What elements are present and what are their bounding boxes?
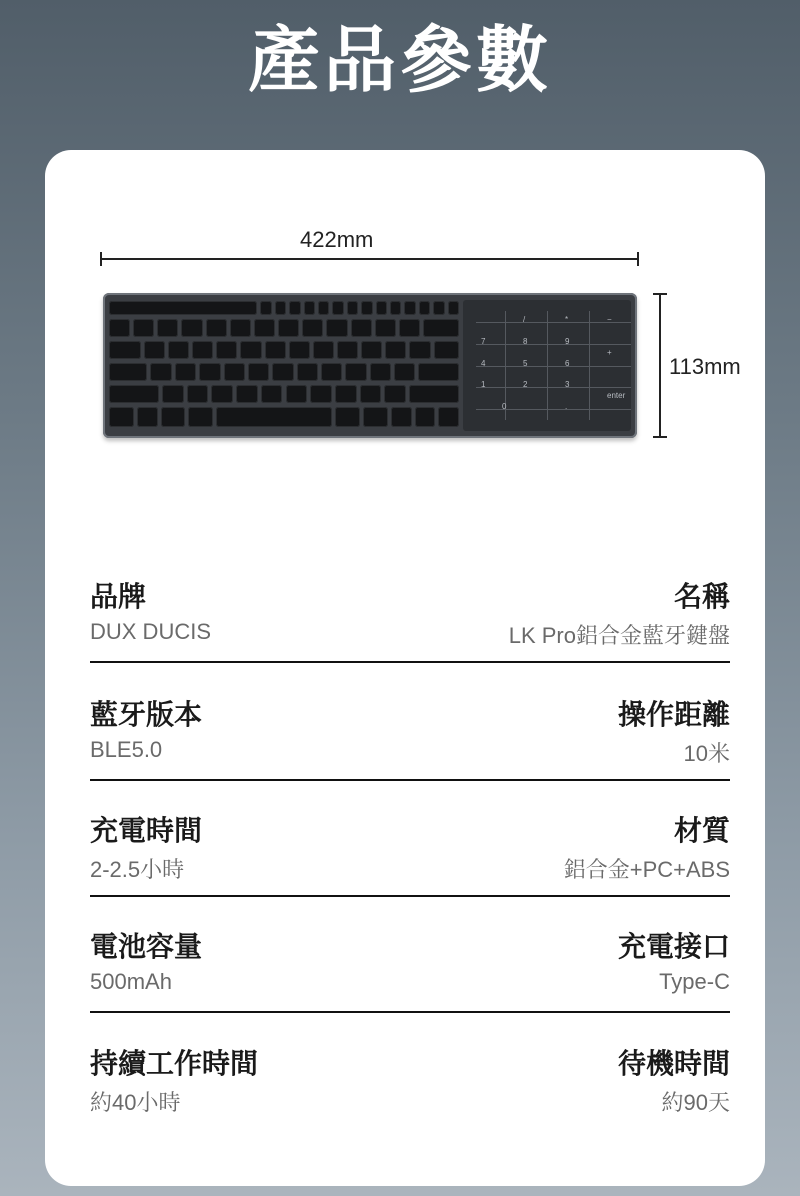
keyboard-key: [313, 341, 334, 359]
keyboard-key: [187, 385, 209, 403]
spec-value: DUX DUCIS: [90, 619, 212, 644]
keyboard-key: [261, 385, 283, 403]
numpad-key-label: 8: [523, 336, 528, 346]
keyboard-key: [188, 407, 213, 427]
numpad-key-label: 4: [481, 358, 486, 368]
keyboard-key: [351, 319, 372, 337]
keyboard-key: [248, 363, 269, 381]
keyboard-key: [109, 341, 141, 359]
keyboard-key: [289, 341, 310, 359]
keyboard-key: [399, 319, 420, 337]
keyboard-key: [240, 341, 261, 359]
keyboard-key: [423, 319, 459, 337]
spec-label: 藍牙版本: [90, 698, 203, 731]
keyboard-key: [361, 341, 382, 359]
keyboard-key: [206, 319, 227, 337]
keyboard-key: [318, 301, 329, 315]
numpad-key-label: +: [607, 347, 612, 357]
divider: [90, 895, 730, 897]
numpad-key-label: .: [565, 402, 568, 412]
keyboard-key: [335, 385, 357, 403]
keyboard-key: [360, 385, 382, 403]
numpad-key-label: /: [523, 314, 526, 324]
numpad-key-label: 1: [481, 380, 486, 390]
keyboard-key: [272, 363, 293, 381]
spec-value: 約40小時: [90, 1090, 181, 1115]
numpad-key-label: 3: [565, 380, 570, 390]
keyboard-key: [304, 301, 315, 315]
keyboard-key: [137, 407, 158, 427]
keyboard-key: [230, 319, 251, 337]
numpad-key-label: enter: [607, 391, 626, 401]
numpad-divider: [476, 387, 631, 388]
keyboard-key: [297, 363, 318, 381]
keyboard-key: [181, 319, 202, 337]
keyboard-key: [109, 301, 257, 315]
keyboard-key: [109, 319, 130, 337]
numpad-divider: [547, 311, 548, 420]
keyboard-key: [302, 319, 323, 337]
keyboard-keys: [103, 293, 467, 438]
width-dimension-line: [100, 258, 639, 260]
keyboard-key: [109, 407, 134, 427]
spec-value: 鋁合金+PC+ABS: [563, 857, 730, 882]
spec-label: 操作距離: [617, 698, 730, 731]
keyboard-key: [162, 385, 184, 403]
keyboard-key: [438, 407, 459, 427]
keyboard-key: [394, 363, 415, 381]
keyboard-key: [385, 341, 406, 359]
keyboard-key: [347, 301, 358, 315]
keyboard-key: [326, 319, 347, 337]
keyboard-key: [278, 319, 299, 337]
keyboard-key: [409, 341, 430, 359]
keyboard-key: [375, 319, 396, 337]
numpad-key-label: *: [565, 314, 569, 324]
spec-value: LK Pro鋁合金藍牙鍵盤: [508, 623, 730, 648]
keyboard-key: [409, 385, 459, 403]
keyboard-key: [335, 407, 360, 427]
keyboard-key: [216, 341, 237, 359]
numpad-divider: [476, 366, 631, 367]
keyboard-key: [419, 301, 430, 315]
keyboard-key: [133, 319, 154, 337]
numpad-divider: [589, 311, 590, 420]
width-dimension-label: 422mm: [300, 227, 374, 252]
spec-label: 名稱: [673, 580, 730, 613]
keyboard-key: [361, 301, 372, 315]
spec-label: 材質: [673, 814, 730, 847]
keyboard-key: [275, 301, 286, 315]
spec-value: 500mAh: [90, 969, 172, 994]
divider: [90, 661, 730, 663]
spec-card: [45, 150, 765, 1186]
keyboard-key: [199, 363, 220, 381]
numpad-key-label: 9: [565, 336, 570, 346]
keyboard-key: [157, 319, 178, 337]
keyboard-key: [337, 341, 358, 359]
keyboard-key: [345, 363, 366, 381]
keyboard-key: [370, 363, 391, 381]
keyboard-key: [376, 301, 387, 315]
keyboard-key: [289, 301, 300, 315]
keyboard-key: [254, 319, 275, 337]
spec-label: 電池容量: [90, 930, 203, 963]
keyboard-key: [332, 301, 343, 315]
spec-label: 品牌: [90, 580, 147, 613]
spec-label: 充電時間: [90, 814, 203, 847]
spec-value: Type-C: [659, 969, 730, 994]
keyboard-key: [433, 301, 444, 315]
keyboard-key: [216, 407, 332, 427]
keyboard-key: [391, 407, 412, 427]
keyboard-key: [384, 385, 406, 403]
keyboard-key: [434, 341, 459, 359]
keyboard-key: [168, 341, 189, 359]
keyboard-key: [109, 363, 147, 381]
height-dimension-line: [659, 293, 661, 438]
divider: [90, 779, 730, 781]
height-dimension-label: 113mm: [669, 354, 741, 379]
spec-label: 持續工作時間: [90, 1047, 259, 1080]
keyboard-key: [224, 363, 245, 381]
numpad-divider: [476, 409, 631, 410]
numpad-key-label: 5: [523, 358, 528, 368]
numpad-key-label: 6: [565, 358, 570, 368]
keyboard-key: [192, 341, 213, 359]
keyboard-image: [103, 293, 637, 438]
numpad-key-label: −: [607, 314, 612, 324]
keyboard-key: [211, 385, 233, 403]
keyboard-key: [109, 385, 159, 403]
keyboard-key: [236, 385, 258, 403]
spec-value: 2-2.5小時: [90, 857, 185, 882]
spec-value: 10米: [683, 741, 730, 766]
divider: [90, 1011, 730, 1013]
keyboard-key: [286, 385, 308, 403]
keyboard-key: [150, 363, 171, 381]
spec-value: 約90天: [661, 1090, 730, 1115]
keyboard-key: [448, 301, 459, 315]
numpad-key-label: 7: [481, 336, 486, 346]
page-title: 產品參數: [247, 18, 552, 102]
keyboard-key: [363, 407, 388, 427]
keyboard-key: [310, 385, 332, 403]
keyboard-key: [144, 341, 165, 359]
spec-value: BLE5.0: [90, 737, 163, 762]
keyboard-key: [175, 363, 196, 381]
numpad-key-label: 0: [502, 402, 507, 412]
spec-label: 待機時間: [617, 1047, 730, 1080]
keyboard-key: [260, 301, 271, 315]
keyboard-key: [418, 363, 459, 381]
keyboard-key: [390, 301, 401, 315]
keyboard-key: [321, 363, 342, 381]
numpad-divider: [476, 344, 631, 345]
keyboard-key: [265, 341, 286, 359]
spec-label: 充電接口: [617, 930, 730, 963]
keyboard-key: [161, 407, 186, 427]
keyboard-key: [415, 407, 436, 427]
numpad-key-label: 2: [523, 380, 528, 390]
numpad: [463, 300, 631, 431]
keyboard-key: [404, 301, 415, 315]
